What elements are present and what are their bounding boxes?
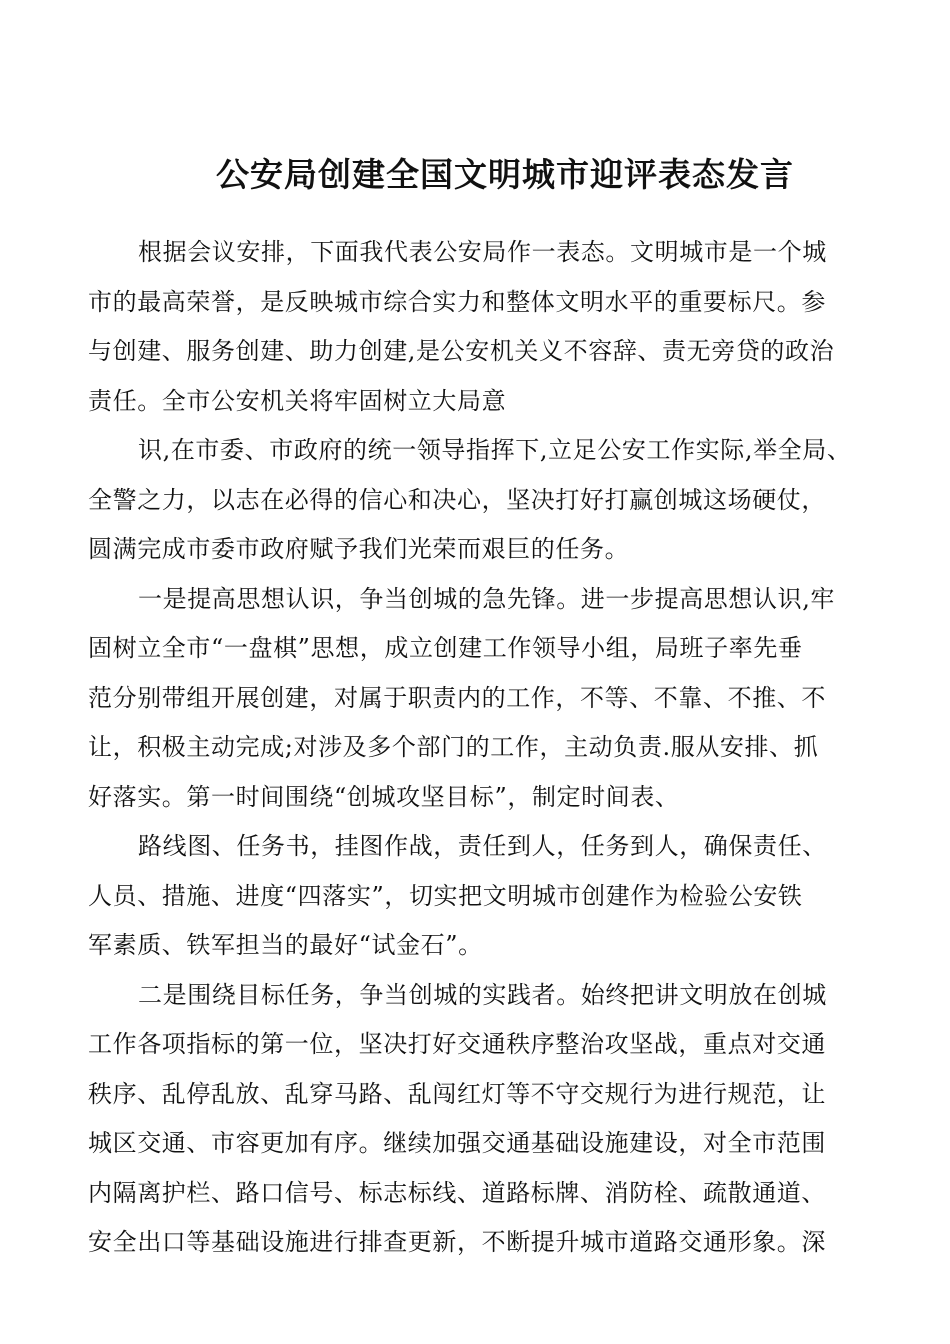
paragraph-line: 一是提高思想认识，争当创城的急先锋。进一步提高思想认识,牢 xyxy=(138,584,836,613)
paragraph-line: 军素质、铁军担当的最好“试金石”。 xyxy=(88,931,483,959)
paragraph-line: 秩序、乱停乱放、乱穿马路、乱闯红灯等不守交规行为进行规范，让 xyxy=(88,1079,826,1108)
paragraph xyxy=(88,426,878,575)
paragraph xyxy=(88,575,878,823)
paragraph-line: 工作各项指标的第一位，坚决打好交通秩序整治攻坚战，重点对交通 xyxy=(88,1030,826,1058)
paragraph-line: 圆满完成市委市政府赋予我们光荣而艰巨的任务。 xyxy=(88,535,630,563)
paragraph-line: 固树立全市“一盘棋”思想，成立创建工作领导小组，局班子率先垂 xyxy=(88,634,803,662)
document-title: 公安局创建全国文明城市迎评表态发言 xyxy=(216,155,794,194)
paragraph-line: 责任。全市公安机关将牢固树立大局意 xyxy=(88,386,507,415)
paragraph-line: 内隔离护栏、路口信号、标志标线、道路标牌、消防栓、疏散通道、 xyxy=(88,1178,826,1207)
paragraph-line: 市的最高荣誉，是反映城市综合实力和整体文明水平的重要标尺。参 xyxy=(88,287,826,316)
paragraph-line: 二是围绕目标任务，争当创城的实践者。始终把讲文明放在创城 xyxy=(138,980,827,1009)
paragraph-line: 路线图、任务书，挂图作战，责任到人，任务到人，确保责任、 xyxy=(138,832,827,860)
paragraph-line: 与创建、服务创建、助力创建,是公安机关义不容辞、责无旁贷的政治 xyxy=(88,337,835,365)
paragraph-line: 安全出口等基础设施进行排查更新，不断提升城市道路交通形象。深 xyxy=(88,1228,826,1256)
paragraph-line: 全警之力，以志在必得的信心和决心，坚决打好打赢创城这场硬仗， xyxy=(88,485,826,514)
paragraph-line: 人员、措施、进度“四落实”，切实把文明城市创建作为检验公安铁 xyxy=(88,881,803,910)
paragraph-line: 根据会议安排，下面我代表公安局作一表态。文明城市是一个城 xyxy=(138,238,827,266)
paragraph-line: 城区交通、市容更加有序。继续加强交通基础设施建设，对全市范围 xyxy=(88,1129,826,1157)
paragraph xyxy=(88,822,878,971)
document-body xyxy=(88,228,878,1268)
paragraph-line: 识,在市委、市政府的统一领导指挥下,立足公安工作实际,举全局、 xyxy=(138,436,852,464)
paragraph xyxy=(88,228,878,426)
paragraph-line: 好落实。第一时间围绕“创城攻坚目标”，制定时间表、 xyxy=(88,782,680,811)
paragraph-line: 让，积极主动完成;对涉及多个部门的工作，主动负责.服从安排、抓 xyxy=(88,733,819,761)
paragraph xyxy=(88,971,878,1268)
paragraph-line: 范分别带组开展创建，对属于职责内的工作，不等、不靠、不推、不 xyxy=(88,683,826,712)
